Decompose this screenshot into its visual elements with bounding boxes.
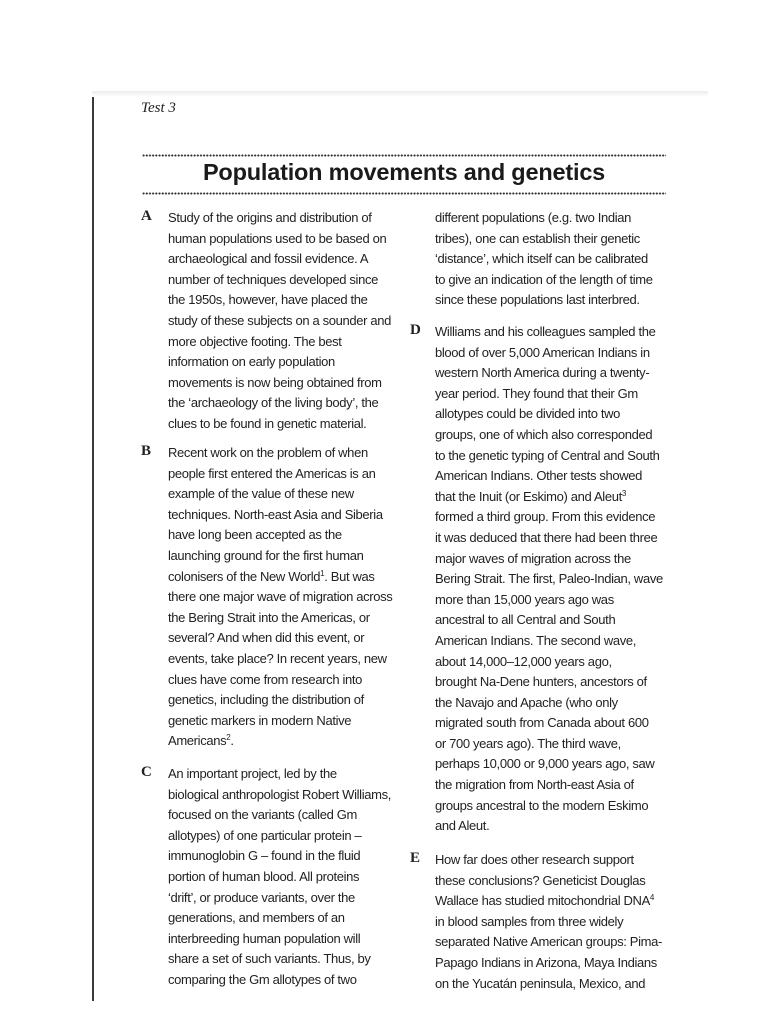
text-line [435, 270, 680, 291]
line-text: since these populations last interbred. [435, 292, 640, 308]
text-line [168, 805, 408, 826]
line-text: . [230, 733, 234, 749]
line-text: groups, one of which also corresponded [435, 426, 653, 442]
line-text: clues to be found in genetic material. [168, 415, 367, 431]
text-line [168, 846, 408, 867]
line-text: genetic markers in modern Native [168, 712, 352, 728]
line-text: study of these subjects on a sounder and [168, 312, 392, 328]
line-text: Study of the origins and distribution of [168, 210, 372, 225]
line-text: on the Yucatán peninsula, Mexico, and [435, 975, 646, 991]
text-line [435, 507, 680, 528]
text-line [435, 384, 680, 405]
text-line [435, 631, 680, 652]
text-line [168, 628, 408, 649]
line-text: How far does other research support [435, 852, 634, 867]
text-line [168, 525, 408, 546]
paragraph-letter: D [410, 322, 421, 338]
text-line [168, 546, 408, 567]
line-text: generations, and members of an [168, 910, 345, 926]
line-text: An important project, led by the [168, 766, 337, 781]
line-text: year period. They found that their Gm [435, 385, 638, 401]
line-text: people first entered the Americas is an [168, 465, 376, 481]
text-line [435, 249, 680, 270]
text-line [168, 414, 408, 435]
line-text: immunoglobin G – found in the fluid [168, 848, 361, 864]
line-text: Wallace has studied mitochondrial DNA [435, 893, 650, 909]
text-line [168, 711, 408, 732]
line-text: separated Native American groups: Pima- [435, 934, 662, 950]
text-line [435, 850, 680, 871]
footnote-marker: 2 [226, 733, 231, 743]
line-text: blood of over 5,000 American Indians in [435, 344, 650, 360]
text-line [435, 912, 680, 933]
text-line [435, 652, 680, 673]
text-line [168, 332, 408, 353]
line-text: allotypes) of one particular protein – [168, 827, 362, 843]
text-line [168, 587, 408, 608]
footnote-marker: 4 [649, 893, 655, 903]
text-line [435, 446, 680, 467]
text-line [168, 649, 408, 670]
text-line [435, 932, 680, 953]
line-text: it was deduced that there had been three [435, 529, 658, 545]
line-text: and Aleut. [435, 818, 490, 834]
text-line [435, 487, 680, 508]
paragraph-letter: B [141, 443, 152, 459]
text-line [168, 949, 408, 970]
line-text: techniques. North-east Asia and Siberia [168, 506, 383, 522]
text-line [435, 363, 680, 384]
line-text: have long been accepted as the [168, 527, 342, 543]
line-text: more objective footing. The best [168, 333, 342, 349]
text-line [435, 693, 680, 714]
line-text: formed a third group. From this evidence [435, 509, 656, 525]
line-text: to the genetic typing of Central and South [435, 447, 660, 463]
line-text: allotypes could be divided into two [435, 406, 621, 422]
line-text: perhaps 10,000 or 9,000 years ago, saw [435, 756, 655, 772]
line-text: or 700 years ago). The third wave, [435, 735, 621, 751]
line-text: in blood samples from three widely [435, 913, 624, 929]
footnote-marker: 3 [621, 488, 626, 498]
line-text: groups ancestral to the modern Eskimo [435, 797, 649, 813]
line-text: different populations (e.g. two Indian [435, 210, 632, 225]
text-line [168, 484, 408, 505]
line-text: biological anthropologist Robert Williams, [168, 786, 392, 802]
line-text: Williams and his colleagues sampled the [435, 324, 656, 339]
text-line [435, 891, 680, 912]
text-line [435, 713, 680, 734]
text-line [435, 404, 680, 425]
text-line [435, 322, 680, 343]
title-rule-bottom [142, 192, 666, 195]
line-text: Recent work on the problem of when [168, 445, 368, 460]
text-line [435, 528, 680, 549]
line-text: the 1950s, however, have placed the [168, 292, 368, 308]
line-text: ancestral to all Central and South [435, 612, 616, 628]
text-line [168, 249, 408, 270]
text-line [168, 443, 408, 464]
paragraph-letter: E [410, 850, 421, 866]
line-text: focused on the variants (called Gm [168, 807, 357, 823]
line-text: launching ground for the first human [168, 547, 364, 563]
line-text: . But was [324, 568, 375, 584]
title-rule-top [142, 154, 666, 157]
line-text: human populations used to be based on [168, 230, 387, 246]
line-text: share a set of such variants. Thus, by [168, 951, 371, 967]
line-text: several? And when did this event, or [168, 630, 365, 646]
line-text: about 14,000–12,000 years ago, [435, 653, 612, 669]
line-text: colonisers of the New World [168, 568, 321, 584]
line-text: information on early population [168, 354, 335, 370]
text-line [168, 888, 408, 909]
text-line [168, 608, 408, 629]
line-text: tribes), one can establish their genetic [435, 230, 640, 246]
text-line [168, 908, 408, 929]
text-line [435, 549, 680, 570]
line-text: events, take place? In recent years, new [168, 650, 387, 666]
text-line [168, 505, 408, 526]
text-line [435, 425, 680, 446]
line-text: western North America during a twenty- [435, 365, 650, 381]
text-line [168, 764, 408, 785]
line-text: portion of human blood. All proteins [168, 868, 360, 884]
text-line [435, 229, 680, 250]
line-text: the Bering Strait into the Americas, or [168, 609, 370, 625]
line-text: ‘distance’, which itself can be calibrated [435, 251, 648, 267]
text-line [168, 464, 408, 485]
text-line [435, 953, 680, 974]
text-line [168, 785, 408, 806]
text-line [435, 343, 680, 364]
line-text: these conclusions? Geneticist Douglas [435, 872, 646, 888]
text-line [435, 610, 680, 631]
text-line [168, 393, 408, 414]
line-text: the migration from North-east Asia of [435, 777, 634, 793]
text-line [435, 672, 680, 693]
text-line [435, 775, 680, 796]
paragraph-letter: C [141, 764, 152, 780]
line-text: there one major wave of migration across [168, 589, 393, 605]
line-text: that the Inuit (or Eskimo) and Aleut [435, 488, 622, 504]
text-line [435, 290, 680, 311]
line-text: Papago Indians in Arizona, Maya Indians [435, 954, 657, 970]
text-line [168, 929, 408, 950]
text-line [435, 754, 680, 775]
line-text: example of the value of these new [168, 486, 354, 502]
page-label: Test 3 [141, 100, 176, 116]
text-line [435, 569, 680, 590]
text-line [168, 670, 408, 691]
text-line [435, 796, 680, 817]
line-text: migrated south from Canada about 600 [435, 715, 649, 731]
text-line [435, 974, 680, 995]
line-text: Americans [168, 733, 227, 749]
line-text: the Navajo and Apache (who only [435, 694, 618, 710]
line-text: ‘drift’, or produce variants, over the [168, 889, 355, 905]
text-line [168, 208, 408, 229]
text-line [168, 229, 408, 250]
line-text: American Indians. Other tests showed [435, 468, 643, 484]
line-text: clues have come from research into [168, 671, 363, 687]
line-text: archaeological and fossil evidence. A [168, 251, 369, 267]
line-text: number of techniques developed since [168, 271, 378, 287]
line-text: comparing the Gm allotypes of two [168, 971, 357, 987]
text-line [168, 270, 408, 291]
text-line [435, 816, 680, 837]
text-line [168, 690, 408, 711]
paragraph-letter: A [141, 208, 152, 224]
line-text: brought Na-Dene hunters, ancestors of [435, 674, 647, 690]
text-line [435, 590, 680, 611]
text-line [435, 871, 680, 892]
footnote-marker: 1 [320, 568, 325, 578]
text-line [168, 970, 408, 991]
text-line [168, 867, 408, 888]
line-text: more than 15,000 years ago was [435, 591, 614, 607]
page-spine [92, 97, 94, 1001]
line-text: movements is now being obtained from [168, 374, 382, 390]
text-line [168, 352, 408, 373]
line-text: interbreeding human population will [168, 930, 361, 946]
text-line [168, 311, 408, 332]
line-text: genetics, including the distribution of [168, 692, 364, 708]
line-text: to give an indication of the length of time [435, 271, 653, 287]
text-line [435, 734, 680, 755]
line-text: the ‘archaeology of the living body’, the [168, 395, 379, 411]
text-line [168, 290, 408, 311]
line-text: Bering Strait. The first, Paleo-Indian, wave [435, 571, 663, 587]
line-text: American Indians. The second wave, [435, 632, 637, 648]
line-text: major waves of migration across the [435, 550, 631, 566]
page-title: Population movements and genetics [202, 159, 606, 185]
text-line [168, 731, 408, 752]
text-line [435, 208, 680, 229]
text-line [435, 466, 680, 487]
text-line [168, 826, 408, 847]
page-top-edge [92, 91, 708, 97]
text-line [168, 373, 408, 394]
text-line [168, 567, 408, 588]
